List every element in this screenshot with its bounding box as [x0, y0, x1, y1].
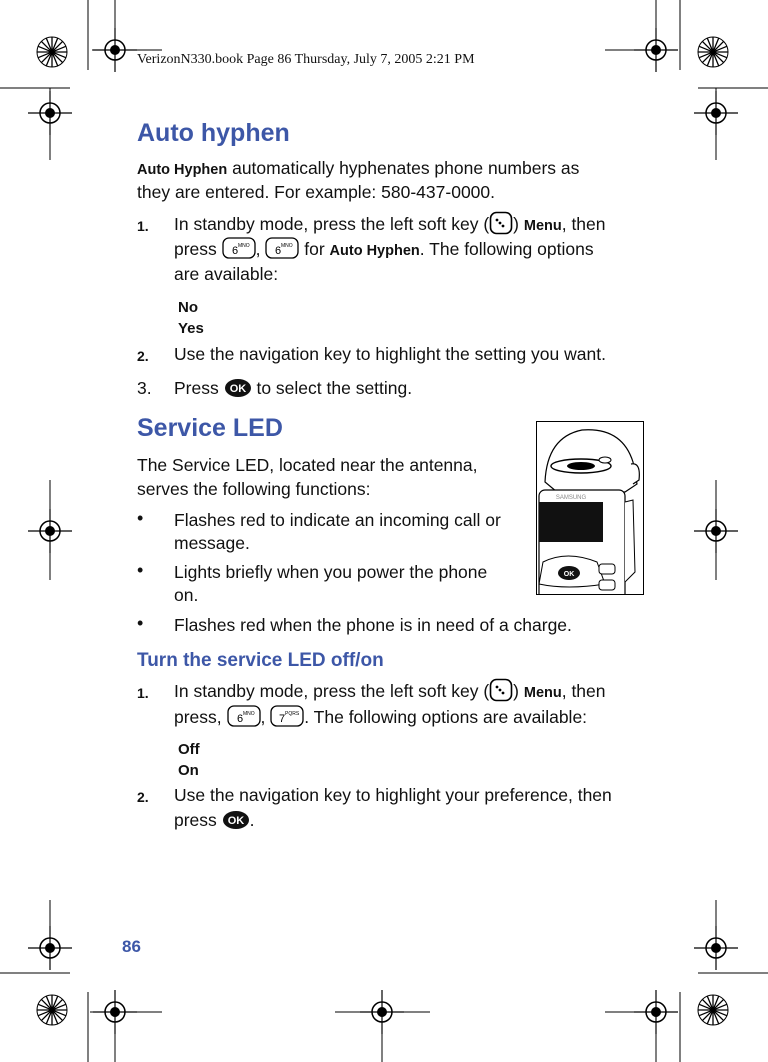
step1-line1: In standby mode, press the left soft key ( ) Menu, then: [174, 213, 606, 238]
key-6-icon: [227, 705, 261, 727]
svg-text:OK: OK: [227, 815, 244, 828]
option-yes: Yes: [178, 320, 204, 337]
section-title-service-led: Service LED: [137, 414, 283, 442]
svg-text:7: 7: [279, 713, 286, 726]
ok-key-icon: [224, 378, 252, 398]
key-6-icon: [222, 237, 256, 259]
book-header: VerizonN330.book Page 86 Thursday, July 7, 2005 2:21 PM: [137, 52, 475, 67]
auto-hyphen-intro: Auto Hyphen automatically hyphenates phone numbers as: [137, 158, 580, 178]
service-led-para-line2: serves the following functions:: [137, 479, 371, 499]
svg-text:6: 6: [275, 245, 282, 258]
key-6-icon: [265, 237, 299, 259]
option-no: No: [178, 299, 198, 316]
section-title-auto-hyphen: Auto hyphen: [137, 119, 290, 147]
bullet-3-line1: Flashes red when the phone is in need of a charge.: [174, 615, 572, 635]
bullet: •: [137, 560, 144, 580]
option-on: On: [178, 762, 199, 779]
svg-text:PQRS: PQRS: [285, 711, 300, 718]
left-soft-key-icon: [489, 211, 513, 235]
turn-led-step1-line2: press, 6 MNO , 7 PQRS . The following options are available:: [174, 707, 588, 727]
bullet-2-line2: on.: [174, 585, 199, 605]
svg-text:SAMSUNG: SAMSUNG: [555, 495, 587, 501]
bullet-1-line2: message.: [174, 533, 250, 553]
step-number: 2.: [137, 789, 149, 805]
registration-burst-icon: [37, 37, 67, 67]
svg-text:MNO: MNO: [281, 243, 294, 250]
option-off: Off: [178, 741, 200, 758]
svg-text:6: 6: [236, 713, 243, 726]
svg-text:OK: OK: [229, 383, 246, 396]
phone-illustration: [536, 421, 644, 595]
turn-led-step2-line1: Use the navigation key to highlight your preference, then: [174, 785, 612, 805]
step3-text: Press OK to select the setting.: [174, 378, 413, 398]
step-number: 3.: [137, 378, 152, 398]
bullet: •: [137, 508, 144, 528]
page-number: 86: [122, 937, 141, 956]
svg-text:OK: OK: [563, 571, 575, 578]
svg-text:MNO: MNO: [242, 711, 255, 718]
step-number: 2.: [137, 348, 149, 364]
step1-line2: press 6 MNO , 6 MNO for Auto Hyphen. The following options: [174, 239, 594, 259]
turn-led-step2-line2: press OK .: [174, 810, 255, 830]
svg-text:6: 6: [231, 245, 238, 258]
key-7-icon: [270, 705, 304, 727]
auto-hyphen-intro-line2: they are entered. For example: 580-437-0000.: [137, 182, 495, 202]
term-auto-hyphen: Auto Hyphen: [137, 162, 228, 178]
section-title-turn-led: Turn the service LED off/on: [137, 650, 384, 671]
bullet: •: [137, 613, 144, 633]
registration-burst-icon: [698, 995, 728, 1025]
service-led-para-line1: The Service LED, located near the antenna,: [137, 455, 478, 475]
bullet-2-line1: Lights briefly when you power the phone: [174, 562, 488, 582]
step-number: 1.: [137, 218, 149, 234]
step2-text: Use the navigation key to highlight the setting you want.: [174, 344, 606, 364]
turn-led-step1-line1: In standby mode, press the left soft key ( ) Menu, then: [174, 680, 606, 705]
registration-burst-icon: [37, 995, 67, 1025]
registration-burst-icon: [698, 37, 728, 67]
bullet-1-line1: Flashes red to indicate an incoming call or: [174, 510, 501, 530]
step1-line3: are available:: [174, 264, 279, 284]
step-number: 1.: [137, 685, 149, 701]
left-soft-key-icon: [489, 678, 513, 702]
ok-key-icon: [222, 810, 250, 830]
svg-text:MNO: MNO: [237, 243, 250, 250]
